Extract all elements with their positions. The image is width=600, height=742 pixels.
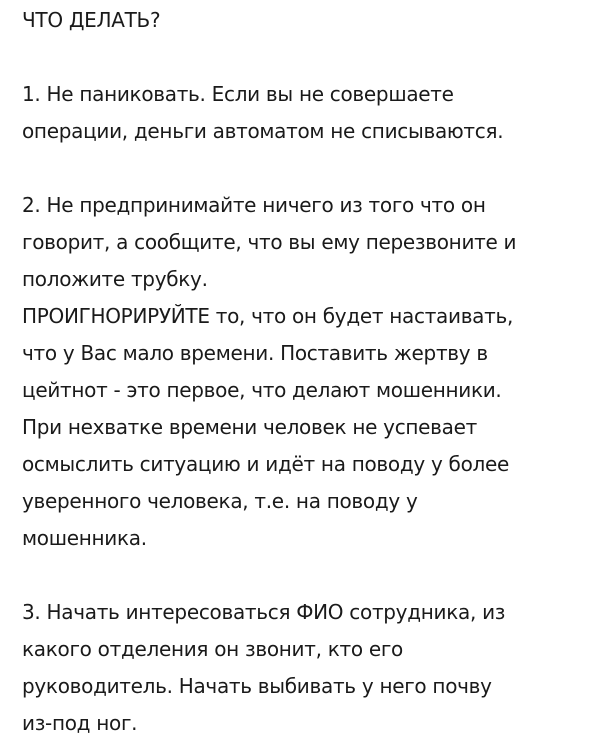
point-2	[22, 187, 592, 557]
spacer	[22, 150, 592, 187]
point-1-line: 1. Не паниковать. Если вы не совершаете	[22, 82, 454, 106]
point-2-line: ПРОИГНОРИРУЙТЕ то, что он будет настаивать,	[22, 304, 514, 328]
point-3-line: руководитель. Начать выбивать у него почву	[22, 674, 492, 698]
point-1	[22, 76, 592, 150]
point-2-line: что у Вас мало времени. Поставить жертву в	[22, 341, 488, 365]
document-title: ЧТО ДЕЛАТЬ?	[22, 8, 161, 32]
point-2-line: говорит, а сообщите, что вы ему перезвоните и	[22, 230, 517, 254]
point-3-line: из-под ног.	[22, 711, 138, 735]
point-2-line: осмыслить ситуацию и идёт на поводу у более	[22, 452, 510, 476]
point-2-line: цейтнот - это первое, что делают мошенники.	[22, 378, 502, 402]
document-body	[22, 2, 592, 742]
spacer	[22, 39, 592, 76]
point-3-line: какого отделения он звонит, кто его	[22, 637, 403, 661]
point-2-line: мошенника.	[22, 526, 147, 550]
spacer	[22, 557, 592, 594]
point-2-line: уверенного человека, т.е. на поводу у	[22, 489, 418, 513]
point-2-line: 2. Не предпринимайте ничего из того что он	[22, 193, 486, 217]
point-3-line: 3. Начать интересоваться ФИО сотрудника, из	[22, 600, 506, 624]
point-1-line: операции, деньги автоматом не списываются.	[22, 119, 504, 143]
point-2-line: При нехватке времени человек не успевает	[22, 415, 477, 439]
point-3	[22, 594, 592, 742]
point-2-line: положите трубку.	[22, 267, 208, 291]
